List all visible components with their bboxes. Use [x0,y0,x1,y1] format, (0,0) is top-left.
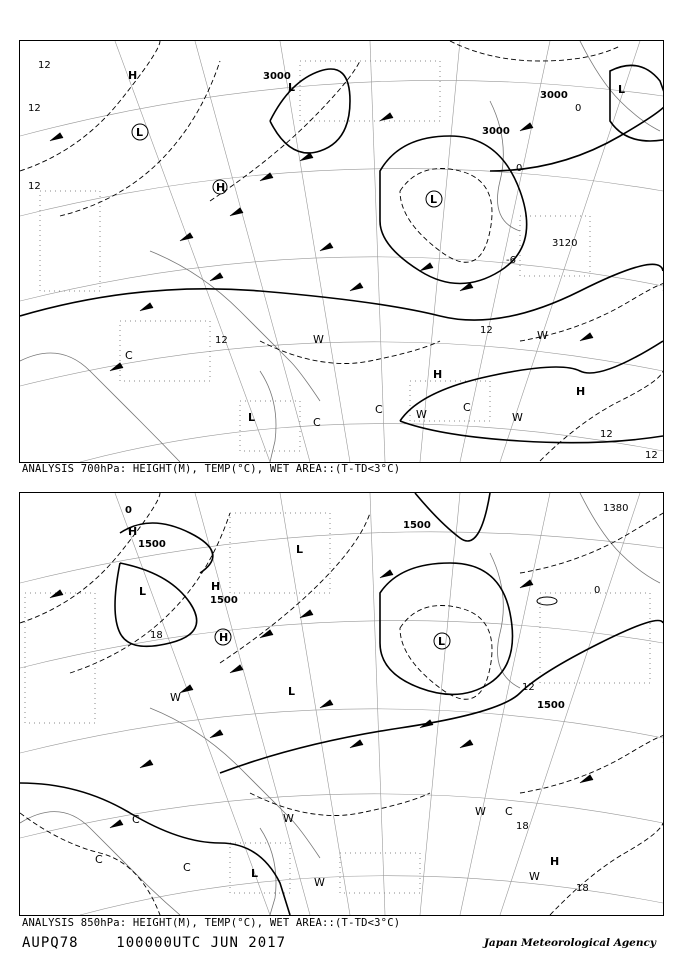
contour-label: 1500 [210,595,238,606]
contour-label: 0 [125,505,132,516]
system-marker: C [505,805,513,818]
height-contours [20,493,663,915]
contour-label: 1500 [537,700,565,711]
coastline [20,41,660,462]
system-marker: W [529,870,540,883]
system-marker: L [430,193,438,206]
temperature-contours [20,493,663,915]
system-marker: H [128,525,138,538]
valid-time: 100000UTC JUN 2017 [116,935,287,951]
closed-contour [537,597,557,605]
contour-label: 1500 [138,539,166,550]
caption-700hpa: ANALYSIS 700hPa: HEIGHT(M), TEMP(°C), WET AREA::(T-TD<3°C) [22,463,401,475]
system-marker: C [375,403,383,416]
caption-850hpa: ANALYSIS 850hPa: HEIGHT(M), TEMP(°C), WET AREA::(T-TD<3°C) [22,917,401,929]
contour-label: 3000 [263,71,291,82]
contour-label: 12 [38,60,51,71]
system-marker: W [475,805,486,818]
contour-labels [125,503,628,894]
system-marker: L [139,585,147,598]
system-marker: C [183,861,191,874]
system-marker: L [288,81,296,94]
contour-label: 12 [28,103,41,114]
system-marker: L [251,867,259,880]
contour-label: -6 [506,255,516,266]
system-marker: W [416,408,427,421]
system-marker: W [170,691,181,704]
system-marker: H [211,580,221,593]
map-850hpa [20,493,663,915]
system-marker: L [288,685,296,698]
chart-identifier [22,935,286,951]
system-marker: H [216,181,226,194]
contour-label: 0 [516,163,523,174]
system-marker: L [438,635,446,648]
contour-label: 18 [516,821,529,832]
contour-label: 0 [575,103,582,114]
system-marker: L [248,411,256,424]
system-marker: H [550,855,560,868]
system-marker: H [219,631,229,644]
system-marker: W [283,812,294,825]
contour-label: 12 [480,325,493,336]
system-marker: C [463,401,471,414]
contour-label: 12 [215,335,228,346]
graticule [20,493,663,915]
contour-label: 12 [522,682,535,693]
system-marker: C [313,416,321,429]
system-marker: L [136,126,144,139]
contour-label: 3000 [540,90,568,101]
system-marker: W [537,329,548,342]
contour-label: 1500 [403,520,431,531]
contour-label: 12 [600,429,613,440]
graticule [20,41,663,462]
chart-code: AUPQ78 [22,935,79,951]
system-marker: H [433,368,443,381]
contour-label: 1380 [603,503,629,514]
contour-label: 3120 [552,238,578,249]
contour-label: 18 [150,630,163,641]
panel-850hpa-map [19,492,664,916]
panel-700hpa-map [19,40,664,463]
system-marker: C [132,813,140,826]
contour-label: 0 [594,585,601,596]
contour-label: 12 [645,450,658,461]
map-700hpa [20,41,663,462]
system-marker: H [576,385,586,398]
contour-label: 3000 [482,126,510,137]
system-marker: C [95,853,103,866]
system-marker: W [512,411,523,424]
height-contours [20,65,663,442]
contour-label: 12 [28,181,41,192]
system-marker: C [125,349,133,362]
system-marker: H [128,69,138,82]
pressure-systems [125,69,625,429]
system-marker: L [618,83,626,96]
contour-labels [28,60,658,461]
system-marker: W [313,333,324,346]
agency-credit: Japan Meteorological Agency [483,937,656,949]
system-marker: W [314,876,325,889]
system-marker: L [296,543,304,556]
contour-label: 18 [576,883,589,894]
